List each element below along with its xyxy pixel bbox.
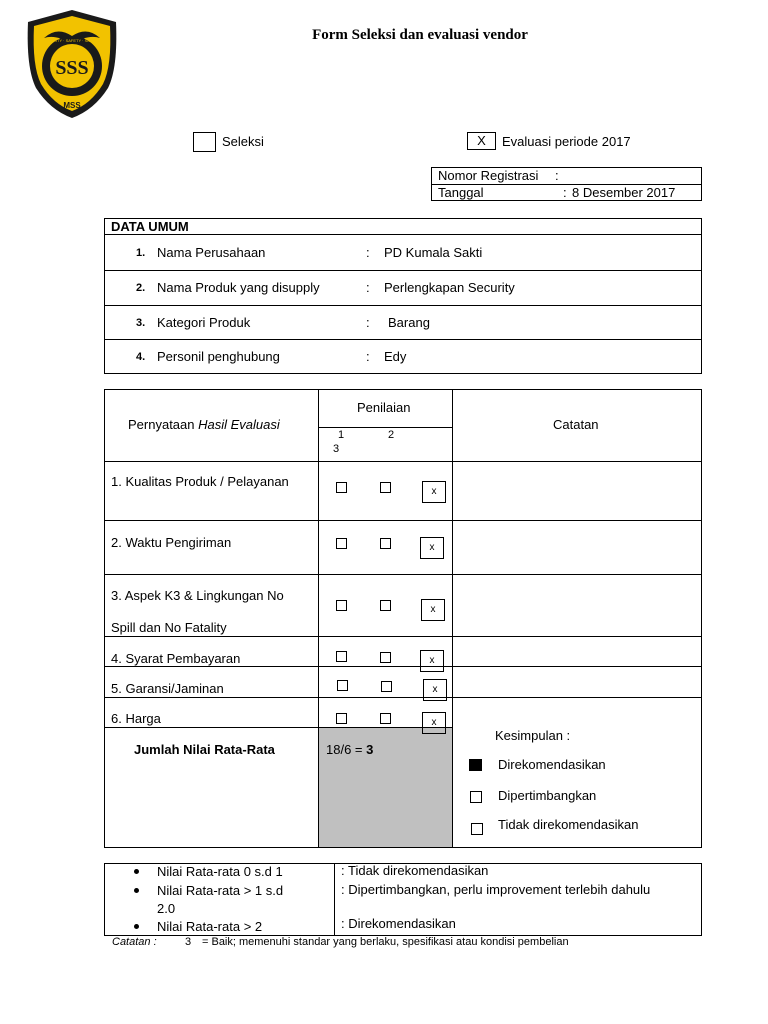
score-2-checkbox[interactable] xyxy=(380,538,391,549)
data-umum-num: 2. xyxy=(136,282,146,294)
evaluasi-checkbox[interactable]: X xyxy=(467,132,496,150)
score-3-checkbox[interactable]: x xyxy=(421,599,445,621)
conclusion-checkbox[interactable] xyxy=(470,791,482,803)
logo-letters: SSS xyxy=(55,57,89,79)
data-umum-sep: : xyxy=(366,315,370,330)
data-umum-sep: : xyxy=(366,280,370,295)
legend-meaning: : Direkomendasikan xyxy=(341,916,456,931)
nomor-registrasi-label: Nomor Registrasi xyxy=(438,168,539,183)
page-title: Form Seleksi dan evaluasi vendor xyxy=(312,27,528,43)
nomor-registrasi-sep: : xyxy=(555,168,559,183)
data-umum-value: PD Kumala Sakti xyxy=(384,245,483,260)
note-text: = Baik; memenuhi standar yang berlaku, spesifikasi atau kondisi pembelian xyxy=(202,936,569,948)
evaluation-item-label: 6. Harga xyxy=(111,711,161,726)
data-umum-header: DATA UMUM xyxy=(111,219,189,234)
legend-range: Nilai Rata-rata > 1 s.d xyxy=(157,883,284,898)
evaluasi-label: Evaluasi periode 2017 xyxy=(502,134,631,149)
score-1-checkbox[interactable] xyxy=(336,482,347,493)
conclusion-label: Direkomendasikan xyxy=(498,757,606,772)
bullet-icon xyxy=(134,888,139,893)
bullet-icon xyxy=(134,869,139,874)
evaluation-item-label: 1. Kualitas Produk / Pelayanan xyxy=(111,474,289,489)
tanggal-value: 8 Desember 2017 xyxy=(572,185,676,200)
conclusion-checkbox-checked[interactable] xyxy=(469,759,482,771)
data-umum-value: Edy xyxy=(384,349,407,364)
conclusion-title: Kesimpulan : xyxy=(495,728,571,743)
score-3-checkbox[interactable]: x xyxy=(423,679,447,701)
legend-meaning: : Dipertimbangkan, perlu improvement terlebih dahulu xyxy=(341,882,651,897)
score-2-checkbox[interactable] xyxy=(380,600,391,611)
score-1-checkbox[interactable] xyxy=(337,680,348,691)
tanggal-label: Tanggal xyxy=(438,185,484,200)
bullet-icon xyxy=(134,924,139,929)
conclusion-label: Tidak direkomendasikan xyxy=(498,817,639,832)
conclusion-checkbox[interactable] xyxy=(471,823,483,835)
score-3-checkbox[interactable]: x xyxy=(422,481,446,503)
total-formula: 18/6 = xyxy=(326,742,367,757)
score-1-checkbox[interactable] xyxy=(336,538,347,549)
score-3-checkbox[interactable]: x xyxy=(422,712,446,734)
score-2-checkbox[interactable] xyxy=(380,652,391,663)
evaluation-item-label: 3. Aspek K3 & Lingkungan No xyxy=(111,588,284,603)
total-value: 3 xyxy=(366,742,374,757)
data-umum-num: 3. xyxy=(136,317,146,329)
legend-range-line2: 2.0 xyxy=(157,901,176,916)
conclusion-label: Dipertimbangkan xyxy=(498,788,597,803)
legend-range: Nilai Rata-rata 0 s.d 1 xyxy=(157,864,283,879)
score-1-checkbox[interactable] xyxy=(336,713,347,724)
evaluation-item-label: 4. Syarat Pembayaran xyxy=(111,651,241,666)
data-umum-num: 1. xyxy=(136,247,146,259)
score-header: Penilaian xyxy=(357,400,411,415)
total-score xyxy=(326,742,373,757)
evaluation-table xyxy=(104,389,702,848)
tanggal-sep: : xyxy=(563,185,567,200)
note-label: Catatan : xyxy=(112,936,157,948)
seleksi-checkbox[interactable] xyxy=(193,132,216,152)
data-umum-label: Personil penghubung xyxy=(157,349,280,364)
score-1-checkbox[interactable] xyxy=(336,600,347,611)
score-2-checkbox[interactable] xyxy=(380,713,391,724)
score-3-checkbox[interactable]: x xyxy=(420,537,444,559)
evaluation-item-label: 5. Garansi/Jaminan xyxy=(111,681,224,696)
score-2-checkbox[interactable] xyxy=(380,482,391,493)
data-umum-label: Nama Produk yang disupply xyxy=(157,280,320,295)
evaluation-item-label-line2: Spill dan No Fatality xyxy=(111,620,227,635)
statement-header xyxy=(128,417,280,432)
legend-meaning: : Tidak direkomendasikan xyxy=(341,863,489,878)
total-label: Jumlah Nilai Rata-Rata xyxy=(134,742,275,757)
company-logo xyxy=(22,8,122,120)
score-2-checkbox[interactable] xyxy=(381,681,392,692)
data-umum-label: Kategori Produk xyxy=(157,315,251,330)
data-umum-value: Barang xyxy=(388,315,430,330)
logo-top-text: SECURITY · SAFETY · SERVICE xyxy=(41,38,103,43)
score-3-header: 3 xyxy=(333,443,340,455)
data-umum-num: 4. xyxy=(136,351,146,363)
statement-header-plain: Pernyataan xyxy=(128,417,199,432)
score-2-header: 2 xyxy=(388,429,395,441)
score-3-checkbox[interactable]: x xyxy=(420,650,444,672)
evaluation-item-label: 2. Waktu Pengiriman xyxy=(111,535,232,550)
legend-range: Nilai Rata-rata > 2 xyxy=(157,919,263,934)
logo-bottom-text: MSS xyxy=(63,101,81,110)
seleksi-label: Seleksi xyxy=(222,134,264,149)
data-umum-value: Perlengkapan Security xyxy=(384,280,515,295)
data-umum-label: Nama Perusahaan xyxy=(157,245,266,260)
data-umum-sep: : xyxy=(366,349,370,364)
note-score: 3 xyxy=(185,936,192,948)
data-umum-sep: : xyxy=(366,245,370,260)
notes-header: Catatan xyxy=(553,417,599,432)
score-1-header: 1 xyxy=(338,429,345,441)
statement-header-italic: Hasil Evaluasi xyxy=(198,417,280,432)
score-1-checkbox[interactable] xyxy=(336,651,347,662)
